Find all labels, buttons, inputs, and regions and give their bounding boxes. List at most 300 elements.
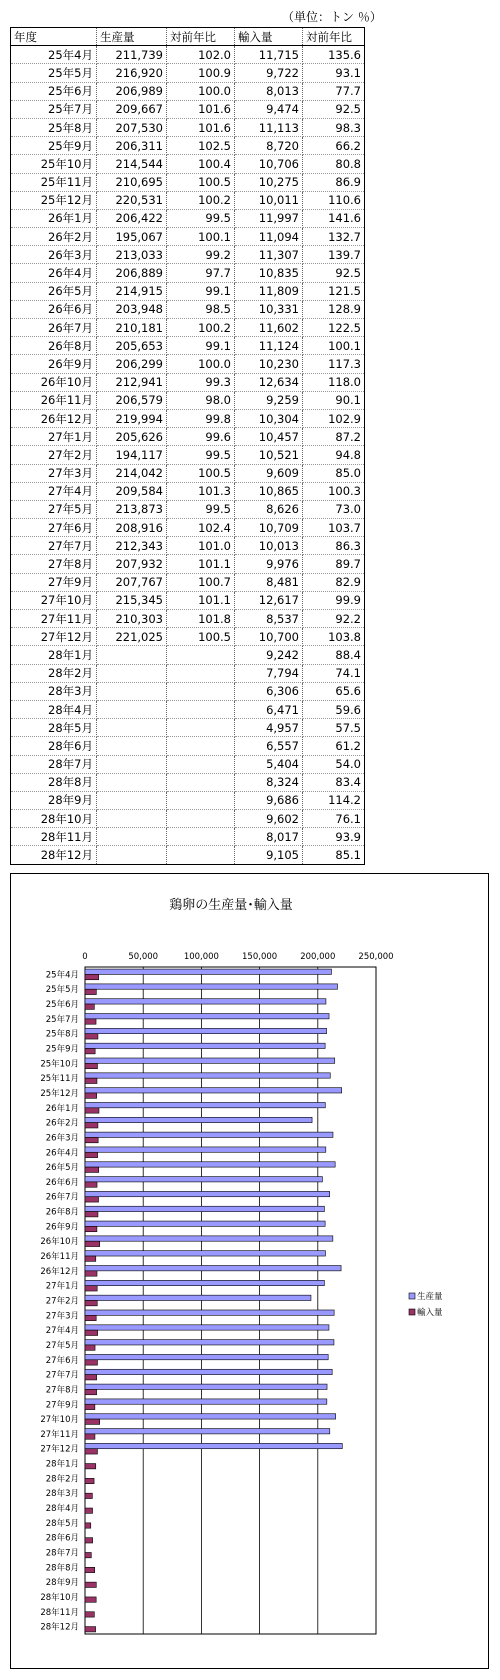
cell-imports-yoy: 100.1 <box>303 337 365 355</box>
bar-imports <box>85 1241 100 1246</box>
cell-imports: 10,011 <box>235 191 303 209</box>
cell-period: 28年2月 <box>11 664 97 682</box>
header-period: 年度 <box>11 28 97 46</box>
cell-imports-yoy: 86.3 <box>303 537 365 555</box>
cell-imports: 10,700 <box>235 628 303 646</box>
cell-imports: 10,865 <box>235 482 303 500</box>
header-production-yoy: 対前年比 <box>167 28 235 46</box>
cell-imports: 10,457 <box>235 428 303 446</box>
x-tick-label: 200,000 <box>300 952 336 962</box>
cell-production: 209,584 <box>97 482 167 500</box>
cell-imports: 11,094 <box>235 228 303 246</box>
bar-imports <box>85 1182 97 1187</box>
legend-label: 生産量 <box>417 1292 443 1302</box>
bar-imports <box>85 1093 97 1098</box>
cell-imports-yoy: 57.5 <box>303 719 365 737</box>
cell-period: 26年12月 <box>11 409 97 427</box>
table-row <box>11 519 365 537</box>
table-row <box>11 337 365 355</box>
cell-imports: 10,331 <box>235 300 303 318</box>
cell-imports-yoy: 65.6 <box>303 682 365 700</box>
cell-period: 27年11月 <box>11 610 97 628</box>
cell-production: 215,345 <box>97 591 167 609</box>
bar-production <box>85 1102 325 1107</box>
cell-period: 27年12月 <box>11 628 97 646</box>
cell-imports: 8,017 <box>235 828 303 846</box>
table-row <box>11 246 365 264</box>
cell-production: 209,667 <box>97 100 167 118</box>
y-tick-label: 28年1月 <box>45 1459 79 1470</box>
cell-production: 203,948 <box>97 300 167 318</box>
cell-imports: 6,557 <box>235 737 303 755</box>
bar-production <box>85 1399 327 1404</box>
cell-period: 27年8月 <box>11 555 97 573</box>
y-tick-label: 25年7月 <box>45 1014 79 1025</box>
cell-production-yoy: 101.1 <box>167 591 235 609</box>
table-row <box>11 209 365 227</box>
cell-period: 25年4月 <box>11 46 97 64</box>
table-row <box>11 373 365 391</box>
cell-production-yoy <box>167 828 235 846</box>
bar-imports <box>85 1197 99 1202</box>
bar-production <box>85 1429 330 1434</box>
cell-production: 206,579 <box>97 391 167 409</box>
bar-imports <box>85 1434 95 1439</box>
bar-production <box>85 1088 342 1093</box>
table-row <box>11 264 365 282</box>
y-tick-label: 26年5月 <box>45 1163 79 1174</box>
cell-imports-yoy: 100.3 <box>303 482 365 500</box>
bar-production <box>85 1325 329 1330</box>
cell-imports-yoy: 92.5 <box>303 100 365 118</box>
cell-imports: 10,521 <box>235 446 303 464</box>
y-tick-label: 27年9月 <box>45 1400 79 1411</box>
bar-production <box>85 984 337 989</box>
cell-production-yoy <box>167 682 235 700</box>
cell-imports-yoy: 82.9 <box>303 573 365 591</box>
cell-period: 25年5月 <box>11 64 97 82</box>
bar-production <box>85 1414 336 1419</box>
bar-production <box>85 969 331 974</box>
bar-imports <box>85 1582 96 1587</box>
bar-imports <box>85 1478 94 1483</box>
cell-production-yoy: 100.2 <box>167 191 235 209</box>
table-row <box>11 846 365 864</box>
unit-label: （単位：トン ％） <box>282 10 382 24</box>
chart-title: 鶏卵の生産量･輸入量 <box>169 898 293 913</box>
cell-imports: 11,124 <box>235 337 303 355</box>
x-tick-label: 150,000 <box>242 952 278 962</box>
cell-production-yoy: 99.2 <box>167 246 235 264</box>
table-row <box>11 46 365 64</box>
cell-imports: 8,481 <box>235 573 303 591</box>
cell-imports-yoy: 102.9 <box>303 409 365 427</box>
bar-production <box>85 1236 333 1241</box>
bar-production <box>85 1073 330 1078</box>
bar-imports <box>85 1360 97 1365</box>
cell-production-yoy <box>167 755 235 773</box>
y-tick-label: 26年12月 <box>40 1266 79 1277</box>
cell-imports-yoy: 135.6 <box>303 46 365 64</box>
cell-production-yoy: 101.8 <box>167 610 235 628</box>
table-row <box>11 664 365 682</box>
y-tick-label: 28年10月 <box>40 1592 79 1603</box>
cell-imports: 6,306 <box>235 682 303 700</box>
cell-production-yoy: 99.6 <box>167 428 235 446</box>
cell-period: 27年9月 <box>11 573 97 591</box>
cell-imports: 11,809 <box>235 282 303 300</box>
cell-period: 26年1月 <box>11 209 97 227</box>
cell-production-yoy: 100.0 <box>167 355 235 373</box>
cell-period: 26年8月 <box>11 337 97 355</box>
table-row <box>11 610 365 628</box>
cell-production <box>97 646 167 664</box>
y-tick-label: 25年6月 <box>45 1000 79 1011</box>
cell-imports: 11,602 <box>235 319 303 337</box>
table-row <box>11 573 365 591</box>
cell-production <box>97 810 167 828</box>
y-tick-label: 25年12月 <box>40 1088 79 1099</box>
y-tick-label: 27年11月 <box>40 1429 79 1440</box>
y-tick-label: 28年11月 <box>40 1607 79 1618</box>
cell-period: 27年1月 <box>11 428 97 446</box>
bar-imports <box>85 1330 98 1335</box>
table-row <box>11 537 365 555</box>
table-row <box>11 64 365 82</box>
cell-imports: 8,324 <box>235 773 303 791</box>
bar-imports <box>85 1404 95 1409</box>
legend-label: 輸入量 <box>417 1308 443 1318</box>
cell-production-yoy: 100.5 <box>167 464 235 482</box>
cell-production: 207,530 <box>97 118 167 136</box>
cell-imports: 7,794 <box>235 664 303 682</box>
cell-production-yoy <box>167 737 235 755</box>
cell-period: 26年10月 <box>11 373 97 391</box>
cell-production <box>97 700 167 718</box>
bar-imports <box>85 1004 94 1009</box>
table-row <box>11 282 365 300</box>
cell-imports-yoy: 110.6 <box>303 191 365 209</box>
bar-production <box>85 1251 325 1256</box>
cell-production: 206,311 <box>97 137 167 155</box>
bar-production <box>85 1280 324 1285</box>
bar-imports <box>85 1019 96 1024</box>
bar-imports <box>85 1063 97 1068</box>
bar-production <box>85 1354 328 1359</box>
cell-imports-yoy: 73.0 <box>303 500 365 518</box>
cell-period: 27年6月 <box>11 519 97 537</box>
bar-imports <box>85 1523 91 1528</box>
bar-chart <box>11 874 488 1668</box>
cell-imports-yoy: 85.1 <box>303 846 365 864</box>
bar-production <box>85 1132 333 1137</box>
cell-imports-yoy: 54.0 <box>303 755 365 773</box>
cell-production-yoy: 99.3 <box>167 373 235 391</box>
bar-production <box>85 1191 330 1196</box>
cell-imports: 10,706 <box>235 155 303 173</box>
y-tick-label: 25年5月 <box>45 985 79 996</box>
table-row <box>11 791 365 809</box>
y-tick-label: 26年2月 <box>45 1118 79 1129</box>
table-row <box>11 100 365 118</box>
cell-production: 207,767 <box>97 573 167 591</box>
y-tick-label: 26年11月 <box>40 1252 79 1263</box>
cell-imports: 9,105 <box>235 846 303 864</box>
table-row <box>11 719 365 737</box>
table-row <box>11 191 365 209</box>
cell-imports-yoy: 122.5 <box>303 319 365 337</box>
cell-production <box>97 846 167 864</box>
y-tick-label: 26年9月 <box>45 1222 79 1233</box>
bar-imports <box>85 1034 98 1039</box>
bar-imports <box>85 1597 96 1602</box>
cell-imports-yoy: 103.8 <box>303 628 365 646</box>
bar-production <box>85 1266 341 1271</box>
cell-imports: 8,720 <box>235 137 303 155</box>
y-tick-label: 26年6月 <box>45 1177 79 1188</box>
x-tick-label: 100,000 <box>183 952 219 962</box>
bar-production <box>85 1443 342 1448</box>
bar-production <box>85 1117 312 1122</box>
table-row <box>11 628 365 646</box>
cell-period: 28年4月 <box>11 700 97 718</box>
cell-production-yoy <box>167 664 235 682</box>
y-tick-label: 25年11月 <box>40 1074 79 1085</box>
table-row <box>11 810 365 828</box>
cell-production-yoy: 101.1 <box>167 555 235 573</box>
table-row <box>11 737 365 755</box>
cell-period: 28年12月 <box>11 846 97 864</box>
header-imports-yoy: 対前年比 <box>303 28 365 46</box>
y-tick-label: 27年4月 <box>45 1326 79 1337</box>
cell-period: 25年10月 <box>11 155 97 173</box>
cell-imports: 11,307 <box>235 246 303 264</box>
table-row <box>11 773 365 791</box>
x-tick-label: 50,000 <box>128 952 159 962</box>
cell-imports-yoy: 66.2 <box>303 137 365 155</box>
bar-imports <box>85 1627 96 1632</box>
cell-imports-yoy: 93.9 <box>303 828 365 846</box>
bar-imports <box>85 989 96 994</box>
cell-production-yoy: 98.0 <box>167 391 235 409</box>
cell-production: 210,303 <box>97 610 167 628</box>
cell-imports: 8,013 <box>235 82 303 100</box>
cell-imports: 9,609 <box>235 464 303 482</box>
cell-production-yoy: 99.5 <box>167 446 235 464</box>
table-row <box>11 355 365 373</box>
cell-imports: 10,230 <box>235 355 303 373</box>
cell-production: 212,343 <box>97 537 167 555</box>
table-row <box>11 155 365 173</box>
table-row <box>11 682 365 700</box>
table-row <box>11 482 365 500</box>
bar-imports <box>85 1464 96 1469</box>
cell-production <box>97 737 167 755</box>
cell-imports-yoy: 121.5 <box>303 282 365 300</box>
y-tick-label: 25年9月 <box>45 1044 79 1055</box>
cell-period: 26年3月 <box>11 246 97 264</box>
x-tick-label: 0 <box>82 952 88 962</box>
cell-period: 25年11月 <box>11 173 97 191</box>
cell-production <box>97 719 167 737</box>
table-row <box>11 646 365 664</box>
bar-imports <box>85 1152 98 1157</box>
cell-period: 28年7月 <box>11 755 97 773</box>
cell-imports-yoy: 128.9 <box>303 300 365 318</box>
y-tick-label: 27年12月 <box>40 1444 79 1455</box>
cell-imports-yoy: 61.2 <box>303 737 365 755</box>
cell-production-yoy: 101.6 <box>167 118 235 136</box>
cell-production: 205,653 <box>97 337 167 355</box>
cell-imports: 5,404 <box>235 755 303 773</box>
cell-production-yoy: 100.5 <box>167 173 235 191</box>
cell-imports-yoy: 98.3 <box>303 118 365 136</box>
bar-production <box>85 1147 326 1152</box>
header-production: 生産量 <box>97 28 167 46</box>
y-tick-label: 27年3月 <box>45 1311 79 1322</box>
bar-imports <box>85 1108 99 1113</box>
y-tick-label: 25年8月 <box>45 1029 79 1040</box>
cell-production-yoy: 102.5 <box>167 137 235 155</box>
cell-period: 27年2月 <box>11 446 97 464</box>
bar-production <box>85 1221 325 1226</box>
cell-production: 195,067 <box>97 228 167 246</box>
cell-production-yoy: 100.7 <box>167 573 235 591</box>
cell-imports-yoy: 139.7 <box>303 246 365 264</box>
bar-imports <box>85 1552 91 1557</box>
cell-imports-yoy: 88.4 <box>303 646 365 664</box>
cell-period: 26年6月 <box>11 300 97 318</box>
bar-imports <box>85 1315 96 1320</box>
cell-production-yoy <box>167 773 235 791</box>
cell-period: 28年11月 <box>11 828 97 846</box>
cell-production: 210,695 <box>97 173 167 191</box>
cell-production: 213,873 <box>97 500 167 518</box>
cell-production-yoy: 100.5 <box>167 628 235 646</box>
table-row <box>11 118 365 136</box>
cell-period: 28年10月 <box>11 810 97 828</box>
bar-production <box>85 999 326 1004</box>
cell-production: 207,932 <box>97 555 167 573</box>
table-row <box>11 500 365 518</box>
y-tick-label: 27年1月 <box>45 1281 79 1292</box>
table-body <box>11 46 365 864</box>
table-row <box>11 591 365 609</box>
cell-production-yoy <box>167 719 235 737</box>
cell-period: 25年6月 <box>11 82 97 100</box>
table-row <box>11 464 365 482</box>
cell-imports-yoy: 59.6 <box>303 700 365 718</box>
cell-production: 213,033 <box>97 246 167 264</box>
cell-period: 28年5月 <box>11 719 97 737</box>
cell-production <box>97 828 167 846</box>
cell-production: 210,181 <box>97 319 167 337</box>
legend-swatch <box>409 1293 415 1299</box>
bar-imports <box>85 1493 92 1498</box>
bar-production <box>85 1177 322 1182</box>
cell-production-yoy: 99.1 <box>167 282 235 300</box>
cell-production-yoy <box>167 646 235 664</box>
y-tick-label: 27年5月 <box>45 1340 79 1351</box>
cell-production: 208,916 <box>97 519 167 537</box>
cell-imports-yoy: 114.2 <box>303 791 365 809</box>
cell-production: 206,422 <box>97 209 167 227</box>
cell-production: 206,889 <box>97 264 167 282</box>
cell-period: 25年8月 <box>11 118 97 136</box>
bar-imports <box>85 1167 99 1172</box>
cell-production: 211,739 <box>97 46 167 64</box>
y-tick-label: 28年6月 <box>45 1533 79 1544</box>
bar-production <box>85 1028 327 1033</box>
y-tick-label: 26年4月 <box>45 1148 79 1159</box>
cell-imports: 10,013 <box>235 537 303 555</box>
cell-period: 26年9月 <box>11 355 97 373</box>
y-tick-label: 27年7月 <box>45 1370 79 1381</box>
cell-production: 214,544 <box>97 155 167 173</box>
cell-period: 26年11月 <box>11 391 97 409</box>
cell-production <box>97 755 167 773</box>
bar-production <box>85 1310 334 1315</box>
y-tick-label: 26年8月 <box>45 1207 79 1218</box>
bar-production <box>85 1369 332 1374</box>
cell-imports-yoy: 85.0 <box>303 464 365 482</box>
cell-period: 25年7月 <box>11 100 97 118</box>
cell-period: 26年4月 <box>11 264 97 282</box>
x-tick-label: 250,000 <box>358 952 394 962</box>
table-row <box>11 391 365 409</box>
cell-imports-yoy: 86.9 <box>303 173 365 191</box>
cell-imports-yoy: 90.1 <box>303 391 365 409</box>
cell-imports: 6,471 <box>235 700 303 718</box>
cell-period: 26年5月 <box>11 282 97 300</box>
legend-swatch <box>409 1309 415 1315</box>
bar-imports <box>85 1389 97 1394</box>
cell-imports-yoy: 92.2 <box>303 610 365 628</box>
cell-imports-yoy: 80.8 <box>303 155 365 173</box>
cell-period: 26年7月 <box>11 319 97 337</box>
cell-production-yoy: 100.1 <box>167 228 235 246</box>
cell-production <box>97 682 167 700</box>
y-tick-label: 27年2月 <box>45 1296 79 1307</box>
cell-period: 27年3月 <box>11 464 97 482</box>
bar-imports <box>85 1123 98 1128</box>
cell-imports-yoy: 87.2 <box>303 428 365 446</box>
bar-imports <box>85 1508 93 1513</box>
cell-production-yoy: 99.5 <box>167 500 235 518</box>
bar-imports <box>85 1212 98 1217</box>
bar-imports <box>85 1375 97 1380</box>
cell-imports: 10,304 <box>235 409 303 427</box>
cell-production: 206,299 <box>97 355 167 373</box>
cell-imports-yoy: 83.4 <box>303 773 365 791</box>
cell-period: 27年5月 <box>11 500 97 518</box>
cell-production-yoy: 101.3 <box>167 482 235 500</box>
cell-production-yoy <box>167 791 235 809</box>
cell-imports-yoy: 94.8 <box>303 446 365 464</box>
cell-imports-yoy: 77.7 <box>303 82 365 100</box>
table-row <box>11 409 365 427</box>
bar-imports <box>85 1538 93 1543</box>
cell-period: 25年12月 <box>11 191 97 209</box>
bar-production <box>85 1162 335 1167</box>
table-row <box>11 173 365 191</box>
table-row <box>11 300 365 318</box>
y-tick-label: 27年6月 <box>45 1355 79 1366</box>
cell-period: 28年6月 <box>11 737 97 755</box>
cell-imports: 9,686 <box>235 791 303 809</box>
bar-imports <box>85 1137 98 1142</box>
cell-production-yoy: 98.5 <box>167 300 235 318</box>
